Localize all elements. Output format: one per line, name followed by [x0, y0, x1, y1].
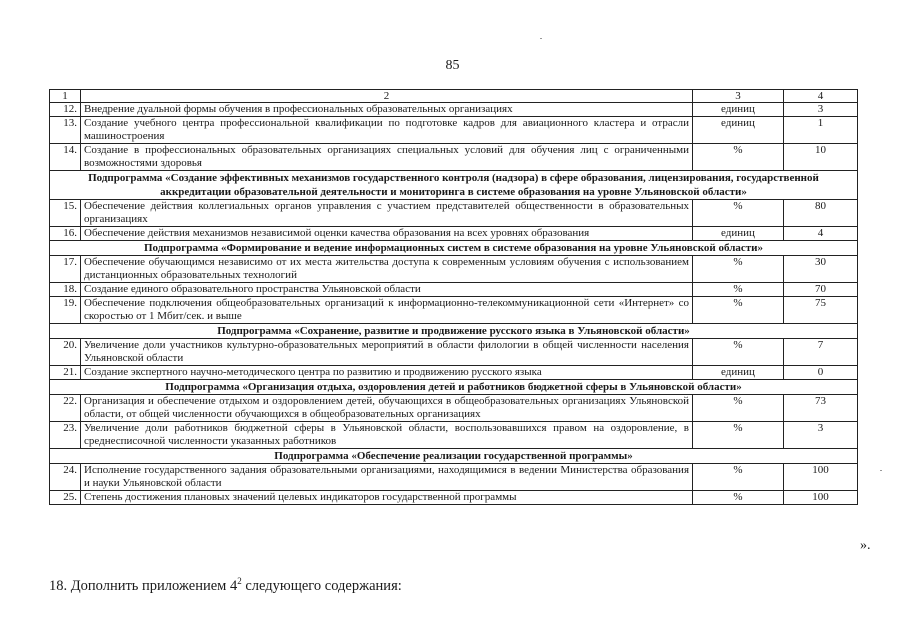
- unit-cell: %: [693, 491, 784, 505]
- indicator-name: Обеспечение обучающимся независимо от их места жительства доступа к современным условиям обучения с использованием дистанционных образовательных технологий: [81, 256, 693, 283]
- header-cell: 1: [50, 90, 81, 103]
- row-number: 20.: [50, 339, 81, 366]
- table-row: [50, 256, 858, 283]
- indicators-table: [49, 89, 858, 505]
- subprogram-title: Подпрограмма «Создание эффективных механизмов государственного контроля (надзора) в сфере образования, лицензирования, государственной аккредитации образовательной деятельности и мониторинга в системе образования на уровне Ульяновской области»: [50, 171, 858, 200]
- paragraph-text: 18. Дополнить приложением 4: [49, 577, 238, 594]
- value-cell: 70: [784, 283, 858, 297]
- row-number: 13.: [50, 117, 81, 144]
- indicator-name: Увеличение доли работников бюджетной сферы в Ульяновской области, воспользовавшихся правом на оздоровление, в среднесписочной численности указанных работников: [81, 422, 693, 449]
- value-cell: 4: [784, 227, 858, 241]
- header-cell: 4: [784, 90, 858, 103]
- subprogram-title: Подпрограмма «Организация отдыха, оздоровления детей и работников бюджетной сферы в Ульяновской области»: [50, 380, 858, 395]
- indicator-name: Обеспечение подключения общеобразовательных организаций к информационно-телекоммуникационной сети «Интернет» со скоростью от 1 Мбит/сек. и выше: [81, 297, 693, 324]
- row-number: 17.: [50, 256, 81, 283]
- unit-cell: %: [693, 200, 784, 227]
- value-cell: 3: [784, 103, 858, 117]
- table-row: [50, 464, 858, 491]
- row-number: 21.: [50, 366, 81, 380]
- table-row: [50, 339, 858, 366]
- unit-cell: единиц: [693, 103, 784, 117]
- value-cell: 0: [784, 366, 858, 380]
- header-cell: 3: [693, 90, 784, 103]
- row-number: 14.: [50, 144, 81, 171]
- subprogram-title: Подпрограмма «Обеспечение реализации государственной программы»: [50, 449, 858, 464]
- scan-speck: [880, 470, 882, 471]
- value-cell: 100: [784, 491, 858, 505]
- table-row: [50, 422, 858, 449]
- row-number: 25.: [50, 491, 81, 505]
- table-row: [50, 144, 858, 171]
- page-number: 85: [445, 58, 460, 73]
- subprogram-header-row: [50, 241, 858, 256]
- value-cell: 7: [784, 339, 858, 366]
- value-cell: 73: [784, 395, 858, 422]
- table-row: [50, 103, 858, 117]
- header-cell: 2: [81, 90, 693, 103]
- table-row: [50, 395, 858, 422]
- paragraph-superscript: 2: [237, 576, 242, 586]
- indicator-name: Организация и обеспечение отдыхом и оздоровлением детей, обучающихся в общеобразовательных организациях Ульяновской области, от общей численности обучающихся в общеобразовательных организациях: [81, 395, 693, 422]
- unit-cell: %: [693, 339, 784, 366]
- indicator-name: Увеличение доли участников культурно-образовательных мероприятий в области филологии в общей численности населения Ульяновской области: [81, 339, 693, 366]
- unit-cell: единиц: [693, 227, 784, 241]
- row-number: 19.: [50, 297, 81, 324]
- indicator-name: Внедрение дуальной формы обучения в профессиональных образовательных организациях: [81, 103, 693, 117]
- row-number: 15.: [50, 200, 81, 227]
- indicator-name: Обеспечение действия механизмов независимой оценки качества образования на всех уровнях образования: [81, 227, 693, 241]
- subprogram-header-row: [50, 380, 858, 395]
- indicator-name: Обеспечение действия коллегиальных органов управления с участием представителей общественности в образовательных организациях: [81, 200, 693, 227]
- table-row: [50, 366, 858, 380]
- unit-cell: %: [693, 422, 784, 449]
- value-cell: 75: [784, 297, 858, 324]
- subprogram-title: Подпрограмма «Сохранение, развитие и продвижение русского языка в Ульяновской области»: [50, 324, 858, 339]
- table-header-row: [50, 90, 858, 103]
- table-row: [50, 297, 858, 324]
- indicator-name: Создание в профессиональных образовательных организациях специальных условий для обучения лиц с ограниченными возможностями здоровья: [81, 144, 693, 171]
- table-row: [50, 227, 858, 241]
- unit-cell: %: [693, 283, 784, 297]
- unit-cell: единиц: [693, 366, 784, 380]
- value-cell: 80: [784, 200, 858, 227]
- subprogram-header-row: [50, 171, 858, 200]
- row-number: 12.: [50, 103, 81, 117]
- table-row: [50, 491, 858, 505]
- row-number: 24.: [50, 464, 81, 491]
- row-number: 23.: [50, 422, 81, 449]
- indicator-name: Создание единого образовательного пространства Ульяновской области: [81, 283, 693, 297]
- row-number: 22.: [50, 395, 81, 422]
- scan-speck: [540, 38, 542, 39]
- unit-cell: единиц: [693, 117, 784, 144]
- table-row: [50, 283, 858, 297]
- row-number: 18.: [50, 283, 81, 297]
- table-row: [50, 117, 858, 144]
- value-cell: 1: [784, 117, 858, 144]
- subprogram-header-row: [50, 449, 858, 464]
- value-cell: 3: [784, 422, 858, 449]
- table-row: [50, 200, 858, 227]
- unit-cell: %: [693, 395, 784, 422]
- amendment-paragraph: [49, 576, 402, 595]
- subprogram-title: Подпрограмма «Формирование и ведение информационных систем в системе образования на уровне Ульяновской области»: [50, 241, 858, 256]
- unit-cell: %: [693, 464, 784, 491]
- indicator-name: Исполнение государственного задания образовательными организациями, находящимися в ведении Министерства образования и науки Ульяновской области: [81, 464, 693, 491]
- row-number: 16.: [50, 227, 81, 241]
- value-cell: 30: [784, 256, 858, 283]
- indicator-name: Степень достижения плановых значений целевых индикаторов государственной программы: [81, 491, 693, 505]
- unit-cell: %: [693, 256, 784, 283]
- indicator-name: Создание экспертного научно-методического центра по развитию и продвижению русского языка: [81, 366, 693, 380]
- closing-quote: ».: [860, 538, 871, 553]
- value-cell: 100: [784, 464, 858, 491]
- value-cell: 10: [784, 144, 858, 171]
- paragraph-text-tail: следующего содержания:: [241, 577, 402, 594]
- unit-cell: %: [693, 144, 784, 171]
- subprogram-header-row: [50, 324, 858, 339]
- indicator-name: Создание учебного центра профессиональной квалификации по подготовке кадров для авиационного кластера и отрасли машиностроения: [81, 117, 693, 144]
- unit-cell: %: [693, 297, 784, 324]
